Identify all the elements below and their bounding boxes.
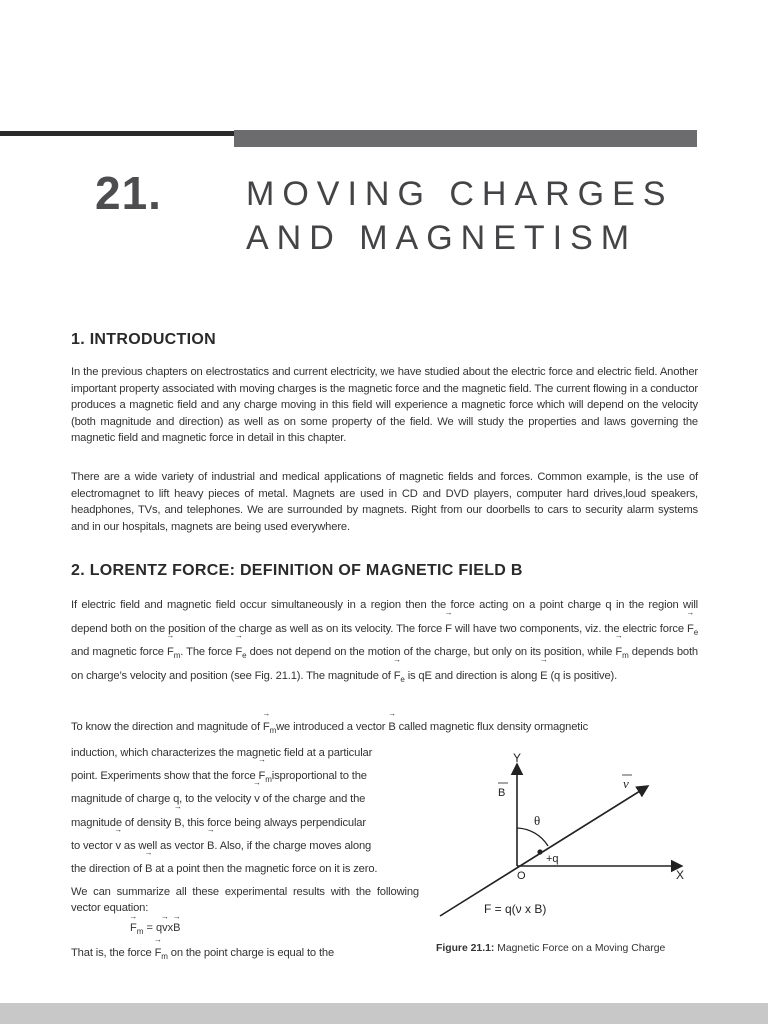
header-rule-grey [234,130,697,147]
label-x: X [676,868,685,882]
vector-E: → E [540,665,547,689]
figure-caption: Figure 21.1: Magnetic Force on a Moving Charge [436,943,666,954]
label-charge: +q [546,853,559,865]
label-b: B [498,787,506,799]
chapter-title-line1: MOVING CHARGES [246,175,674,213]
section-heading-introduction: 1. INTRODUCTION [71,331,216,348]
label-theta: θ [534,813,541,828]
chapter-number: 21. [95,167,162,219]
label-origin: O [517,870,526,882]
intro-paragraph-2: There are a wide variety of industrial and medical applications of magnetic fields and forces. Common example, is the use of electromagnet to lift heavy pieces of metal. Magnets are used in CD and DVD players, computer hard drives,loud speakers, headphones, TVs, and telephones. We are surrounded by magnets. Right from our doorbells to cars to security alarm systems and in our hospitals, magnets are being used everywhere. [71,471,698,533]
lorentz-paragraph-1: If electric field and magnetic field occur simultaneously in a region then the force acting on a point charge q in the region will depend both on the position of the charge as well as on its velocity. The force → F will have two components, viz. the electric force → $F_e$ and magnetic force → $F_m$. The force → $F_e$ does not depend on the motion of the charge, but only on its position, while → $F_m$ depends both on charge’s velocity and position (see Fig. 21.1). The magnitude of → $F_e$ is qE and direction is along → E (q is positive). [71,594,698,689]
chapter-title [246,172,673,260]
figure-magnetic-force [430,748,700,938]
intro-paragraph-1: In the previous chapters on electrostatics and current electricity, we have studied about the electric force and electric field. Another important property associated with moving charges is the magnetic force and the magnetic field. The current flowing in a conductor produces a magnetic field and any charge moving in this field will experience a magnetic force which will depend on the velocity (both magnitude and direction) as well as on some property of the field. We will study the properties and laws governing the magnetic field and magnetic force in detail in this chapter. [71,366,698,444]
lorentz-paragraph-2-left: induction, which characterizes the magnetic field at a particular point. Experiments show that the force → $F_misproportional$ to the magnitude of charge q, to the velocity → v of the charge and the magnitude of density → B, this force being always perpendicular to vector → v as well as vector → B. Also, if the charge moves along the direction of → B at a point then the magnetic force on it is zero. We can summarize all these experimental results with the following vector equation: [71,742,419,916]
header-rule-dark [0,131,234,136]
vector-F: → F [445,618,452,642]
vector-equation: → $F_m = q\to vx\to B$ [130,922,180,934]
figure-formula: F = q(ν x B) [484,902,547,916]
label-v: v [623,776,629,791]
chapter-title-line2: AND MAGNETISM [246,219,638,257]
charge-dot [537,849,542,854]
section-heading-lorentz: 2. LORENTZ FORCE: DEFINITION OF MAGNETIC FIELD B [71,562,523,579]
vector-B: → B [388,719,395,736]
velocity-line [440,786,648,916]
theta-arc [517,828,548,846]
label-y: Y [513,751,522,765]
footer-bar [0,1003,768,1024]
lorentz-paragraph-2-line1: To know the direction and magnitude of → $F_mwe$ introduced a vector → B called magnetic flux density ormagnetic [71,719,698,736]
lorentz-paragraph-3-line: That is, the force → $F_m$ on the point charge is equal to the [71,945,411,962]
